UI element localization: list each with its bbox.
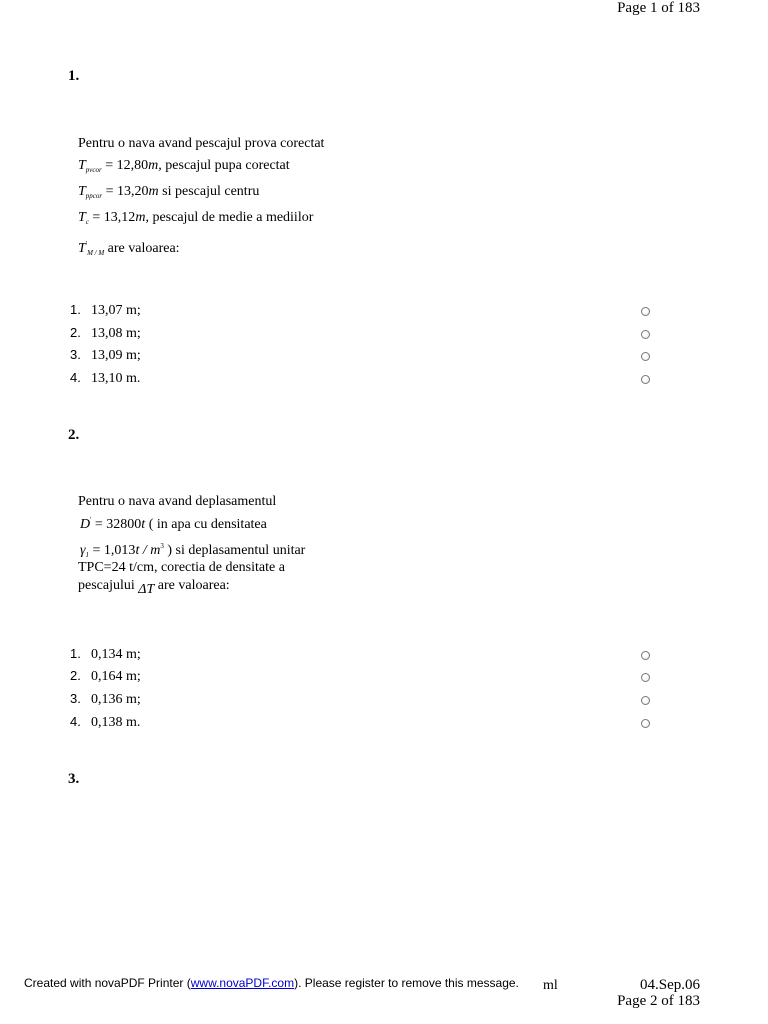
q2-option-4: 4. 0,138 m. <box>70 714 141 730</box>
q2-option-2: 2. 0,164 m; <box>70 668 141 684</box>
page-indicator-bottom: Page 2 of 183 <box>617 993 700 1009</box>
q1-stem-line-5: $T'_{M / M}$ are valoarea: <box>78 240 180 257</box>
q1-option-4: 4. 13,10 m. <box>70 370 141 386</box>
q1-option-2: 2. 13,08 m; <box>70 325 141 341</box>
question-3-number: 3. <box>68 771 80 787</box>
q1-option-3: 3. 13,09 m; <box>70 347 141 363</box>
q1-stem-line-1: Pentru o nava avand pescajul prova corectat <box>78 136 325 151</box>
q2-option-1: 1. 0,134 m; <box>70 646 141 662</box>
q1-stem-line-2: $T_{pvcor} = 12,80m$, pescajul pupa corectat <box>78 158 290 174</box>
q2-stem-line-1: Pentru o nava avand deplasamentul <box>78 494 277 509</box>
q2-stem-line-2: D' = 32800t ( in apa cu densitatea <box>80 516 267 532</box>
question-1-number: 1. <box>68 68 80 84</box>
novapdf-watermark-message: Created with novaPDF Printer (www.novaPDF.com). Please register to remove this message. <box>24 976 519 990</box>
q2-option-1-radio[interactable] <box>641 651 650 660</box>
q1-option-1-radio[interactable] <box>641 307 650 316</box>
q1-option-3-radio[interactable] <box>641 352 650 361</box>
page-indicator-top: Page 1 of 183 <box>617 0 700 16</box>
q2-option-3-radio[interactable] <box>641 696 650 705</box>
q1-option-4-radio[interactable] <box>641 375 650 384</box>
q2-option-2-radio[interactable] <box>641 673 650 682</box>
q2-stem-line-3: $\gamma_1 = 1,013t / m^3$ ) si deplasamentul unitar <box>80 542 306 559</box>
novapdf-link[interactable]: www.novaPDF.com <box>190 976 295 990</box>
question-2-number: 2. <box>68 427 80 443</box>
footer-date: 04.Sep.06 <box>640 977 700 993</box>
q2-option-4-radio[interactable] <box>641 719 650 728</box>
q2-option-3: 3. 0,136 m; <box>70 691 141 707</box>
q1-stem-line-4: $T_c = 13,12m$, pescajul de medie a mediilor <box>78 210 314 226</box>
q1-stem-line-3: $T_{ppcor} = 13,20m$ si pescajul centru <box>78 184 260 200</box>
q2-stem-line-5: pescajului ΔT are valoarea: <box>78 578 230 597</box>
footer-ml-text: ml <box>543 978 558 993</box>
q1-option-1: 1. 13,07 m; <box>70 302 141 318</box>
q2-stem-line-4: TPC=24 t/cm, corectia de densitate a <box>78 560 285 575</box>
q1-option-2-radio[interactable] <box>641 330 650 339</box>
